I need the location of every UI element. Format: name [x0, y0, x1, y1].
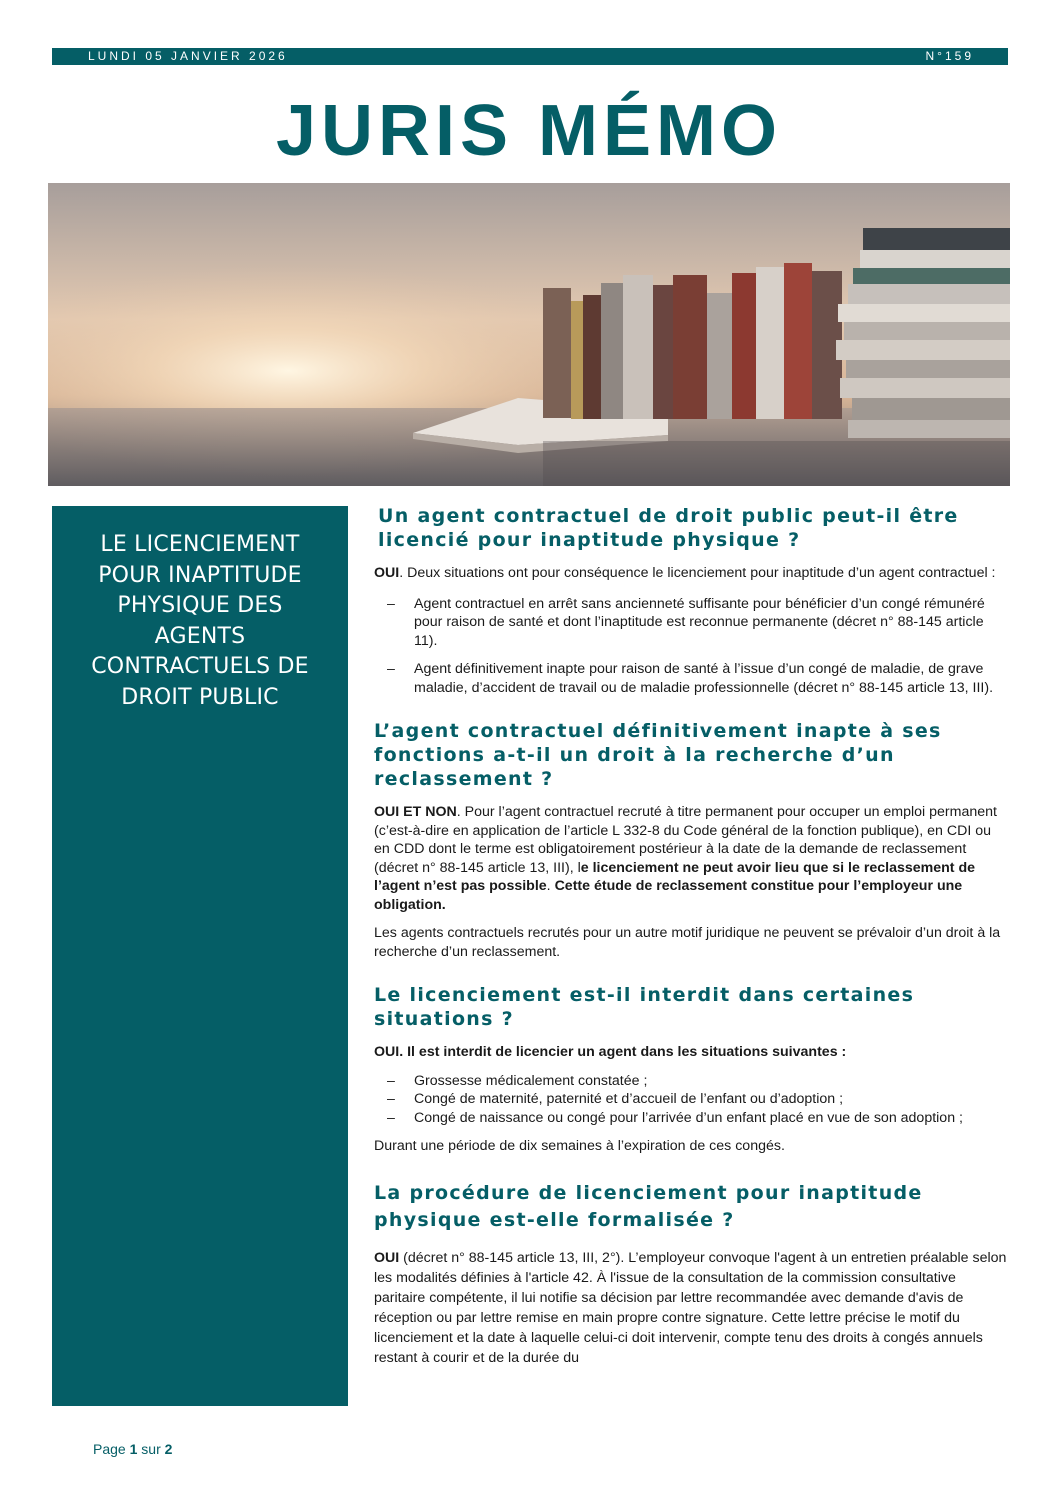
section-3-outro: Durant une période de dix semaines à l’expiration de ces congés. — [374, 1138, 785, 1154]
list-item: – Congé de naissance ou congé pour l’arrivée d’un enfant placé en vue de son adoption ; — [374, 1109, 1010, 1128]
masthead-title: JURIS MÉMO — [275, 91, 783, 171]
page-label: Page — [93, 1441, 126, 1457]
section-2-text-1: . Pour l’agent contractuel recruté à titre permanent pour occuper un emploi permanent (c’est-à-dire en application de l’article L 332-8 du Code général de la fonction publique), en CDI ou en CDD dont le terme est obligatoirement postérieur à la date de la demande de reclassement (décret n° 88-145 article 13, III), l — [374, 804, 997, 876]
section-2-bold-3: Cette étude de reclassement constitue pour l’employeur une obligation. — [374, 878, 963, 913]
list-item: – Agent définitivement inapte pour raison de santé à l’issue d’un congé de maladie, de grave maladie, d’accident de travail ou de maladie professionnelle (décret n° 88-145 article 13, III). — [374, 660, 1010, 697]
section-4-text: (décret n° 88-145 article 13, III, 2°). L’employeur convoque l'agent à un entretien préalable selon les modalités définies à l'article 42. À l'issue de la consultation de la commission consultative paritaire compétente, il lui notifie sa décision par lettre recommandée avec demande d'avis de réception ou par lettre remise en main propre contre signature. Cette lettre précise le motif du licenciement et la date à laquelle celui-ci doit intervenir, compte tenu des droits à congés annuels restant à courir et de la durée du — [374, 1249, 1007, 1366]
section-3-intro — [374, 1043, 1010, 1062]
header-bar — [52, 48, 1008, 65]
section-1-intro — [374, 564, 1010, 583]
section-1-list — [374, 595, 1010, 698]
section-2-paragraph-2: Les agents contractuels recrutés pour un autre motif juridique ne peuvent se prévaloir d’un droit à la recherche d’un reclassement. — [374, 925, 1001, 960]
section-4-question: La procédure de licenciement pour inaptitude physique est-elle formalisée ? — [374, 1181, 923, 1231]
sidebar-title: LE LICENCIEMENT POUR INAPTITUDE PHYSIQUE DES AGENTS CONTRACTUELS DE DROIT PUBLIC — [91, 532, 309, 710]
hero-image — [48, 183, 1010, 486]
section-2-paragraph-1 — [374, 803, 1010, 914]
page-total: 2 — [164, 1441, 173, 1457]
issue-date: LUNDI 05 JANVIER 2026 — [88, 49, 288, 63]
page-current: 1 — [129, 1441, 138, 1457]
section-2-question: L’agent contractuel définitivement inapte à ses fonctions a-t-il un droit à la recherche d’un reclassement ? — [374, 720, 942, 790]
section-2-bold-1: OUI ET NON — [374, 804, 457, 820]
list-item: – Congé de maternité, paternité et d’accueil de l’enfant ou d’adoption ; — [374, 1090, 1010, 1109]
section-1-question: Un agent contractuel de droit public peut-il être licencié pour inaptitude physique ? — [378, 505, 959, 551]
section-4-paragraph — [374, 1248, 1010, 1368]
section-2-bold-2: e licenciement ne peut avoir lieu que si le reclassement de l’agent n’est pas possible — [374, 859, 976, 894]
section-1-intro-bold: OUI — [374, 565, 400, 581]
section-3-list — [374, 1072, 1010, 1128]
sidebar-panel — [52, 506, 348, 1406]
issue-number: N°159 — [925, 49, 974, 63]
section-3-intro-bold: OUI. Il est interdit de licencier un agent dans les situations suivantes : — [374, 1044, 847, 1060]
section-4-bold: OUI — [374, 1249, 400, 1266]
list-item: – Grossesse médicalement constatée ; — [374, 1072, 1010, 1091]
list-item: – Agent contractuel en arrêt sans ancienneté suffisante pour bénéficier d’un congé rémunéré pour raison de santé et dont l’inaptitude est reconnue permanente (décret n° 88-145 article 11). — [374, 595, 1010, 651]
page-separator: sur — [141, 1441, 161, 1457]
page-indicator — [93, 1441, 172, 1457]
section-3-question: Le licenciement est-il interdit dans certaines situations ? — [374, 984, 915, 1030]
section-2-text-2: . — [546, 878, 555, 894]
section-1-intro-text: . Deux situations ont pour conséquence le licenciement pour inaptitude d’un agent contractuel : — [399, 565, 996, 581]
article-content — [374, 504, 1010, 1368]
